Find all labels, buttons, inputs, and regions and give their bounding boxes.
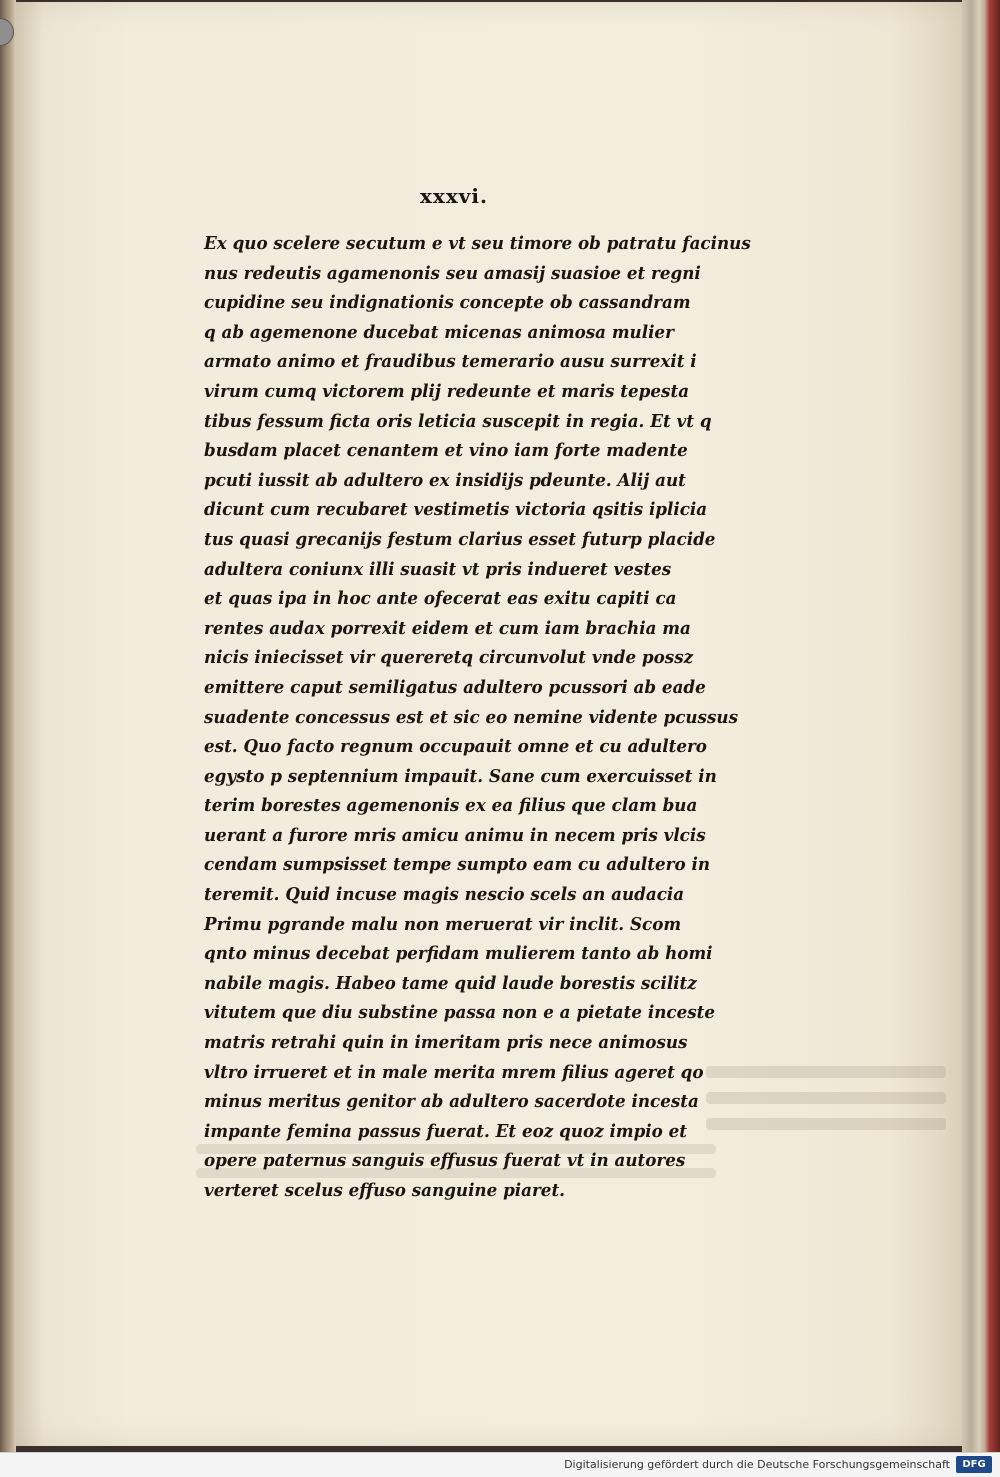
text-line: cendam sumpsisset tempe sumpto eam cu adultero in bbox=[204, 854, 711, 876]
text-line: dicunt cum recubaret vestimetis victoria qsitis iplicia bbox=[204, 499, 708, 521]
right-page-edges-binding bbox=[962, 0, 1000, 1452]
text-line: verteret scelus effuso sanguine piaret. bbox=[204, 1180, 566, 1201]
text-line: rentes audax porrexit eidem et cum iam brachia ma bbox=[204, 617, 691, 639]
text-line: suadente concessus est et sic eo nemine vidente pcussus bbox=[204, 706, 739, 728]
text-line: adultera coniunx illi suasit vt pris indueret vestes bbox=[204, 558, 672, 580]
bleed-through-verso-lower bbox=[196, 1130, 716, 1180]
text-line: impante femina passus fuerat. Et eoz quoz impio et bbox=[204, 1120, 688, 1142]
text-line: uerant a furore mris amicu animu in necem pris vlcis bbox=[204, 824, 706, 846]
text-line: et quas ipa in hoc ante ofecerat eas exitu capiti ca bbox=[204, 588, 677, 610]
text-line: qnto minus decebat perfidam mulierem tanto ab homi bbox=[204, 943, 713, 965]
text-block bbox=[204, 229, 751, 1206]
text-line: minus meritus genitor ab adultero sacerdote incesta bbox=[204, 1091, 699, 1113]
left-book-edge bbox=[0, 0, 16, 1452]
text-line: nabile magis. Habeo tame quid laude borestis scilitz bbox=[204, 972, 697, 994]
page-sheet bbox=[16, 2, 968, 1446]
text-line: terim borestes agemenonis ex ea filius que clam bua bbox=[204, 795, 698, 817]
bleed-through-verso bbox=[706, 1052, 946, 1172]
text-line: virum cumq victorem plij redeunte et maris tepesta bbox=[204, 380, 690, 402]
text-line: tus quasi grecanijs festum clarius esset futurp placide bbox=[204, 528, 716, 550]
text-line: nicis iniecisset vir quereretq circunvolut vnde possz bbox=[204, 647, 694, 669]
text-line: armato animo et fraudibus temerario ausu surrexit i bbox=[204, 351, 697, 373]
text-line: nus redeutis agamenonis seu amasij suasioe et regni bbox=[204, 262, 701, 284]
text-line: Primu pgrande malu non meruerat vir inclit. Scom bbox=[204, 913, 682, 935]
text-line: q ab agemenone ducebat micenas animosa mulier bbox=[204, 321, 674, 343]
text-line: vltro irrueret et in male merita mrem filius ageret qo bbox=[204, 1061, 704, 1083]
dfg-logo-icon: DFG bbox=[956, 1456, 992, 1473]
text-line: tibus fessum ficta oris leticia suscepit in regia. Et vt q bbox=[204, 410, 712, 432]
text-line: busdam placet cenantem et vino iam forte madente bbox=[204, 440, 688, 462]
text-line: est. Quo facto regnum occupauit omne et cu adultero bbox=[204, 736, 707, 758]
footer-bar bbox=[0, 1452, 1000, 1477]
text-line: vitutem que diu substine passa non e a pietate inceste bbox=[204, 1002, 716, 1024]
text-line: pcuti iussit ab adultero ex insidijs pdeunte. Alij aut bbox=[204, 469, 686, 491]
text-line: emittere caput semiligatus adultero pcussori ab eade bbox=[204, 676, 706, 698]
footer-credit: Digitalisierung gefördert durch die Deutsche Forschungsgemeinschaft bbox=[564, 1458, 950, 1471]
text-line: Ex quo scelere secutum e vt seu timore ob patratu facinus bbox=[204, 233, 751, 254]
folio-number: xxxvi. bbox=[420, 184, 488, 208]
text-line: matris retrahi quin in imeritam pris nece animosus bbox=[204, 1032, 688, 1054]
text-line: egysto p septennium impauit. Sane cum exercuisset in bbox=[204, 765, 717, 787]
text-line: opere paternus sanguis effusus fuerat vt in autores bbox=[204, 1150, 686, 1172]
text-line: cupidine seu indignationis concepte ob cassandram bbox=[204, 292, 691, 314]
text-line: teremit. Quid incuse magis nescio scels an audacia bbox=[204, 884, 685, 906]
